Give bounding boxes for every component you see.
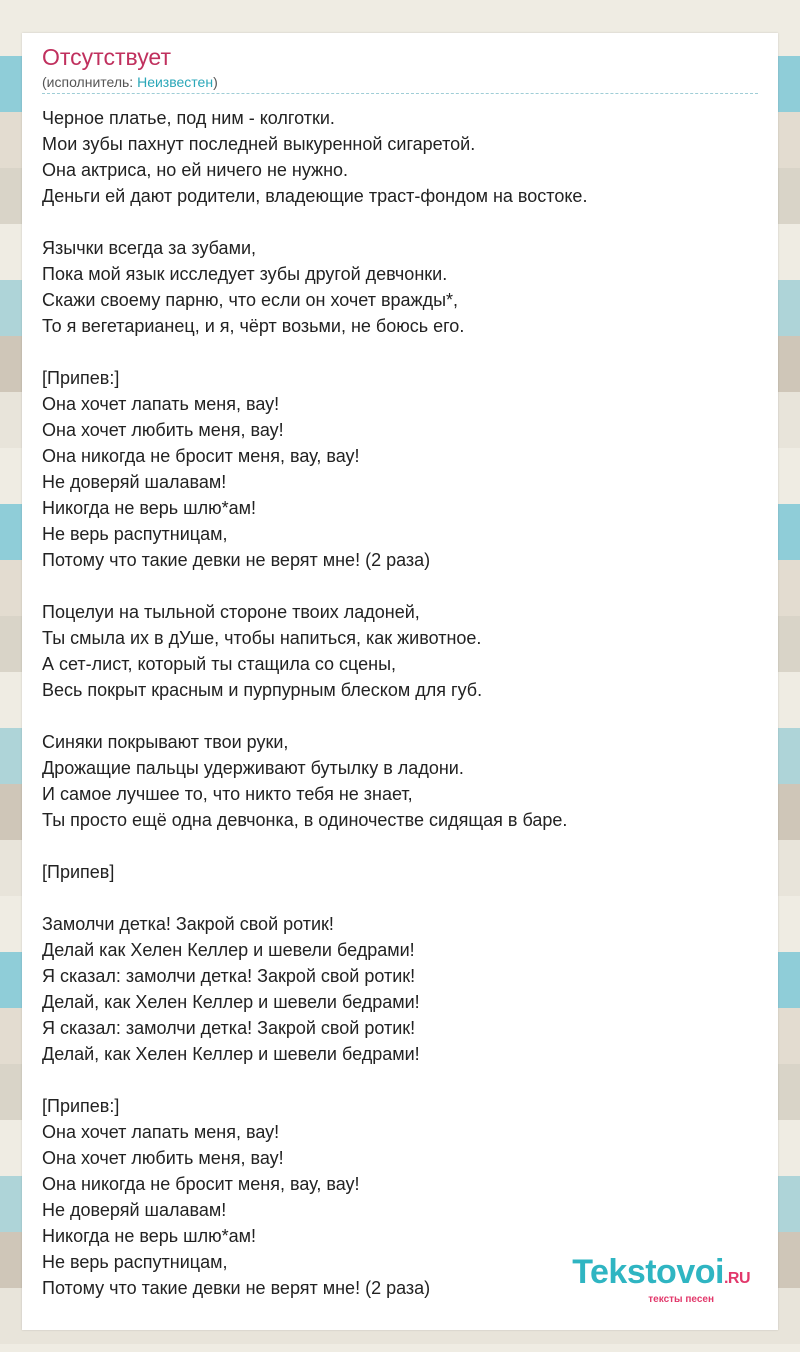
logo-name: Tekstovoi [572, 1253, 724, 1291]
stanza-gap [42, 339, 762, 365]
lyrics-card [22, 33, 778, 1330]
lyric-line: Черное платье, под ним - колготки. [42, 108, 335, 128]
artist-prefix: (исполнитель: [42, 74, 138, 90]
lyric-line: То я вегетарианец, и я, чёрт возьми, не боюсь его. [42, 316, 465, 336]
stanza-gap [42, 209, 762, 235]
lyric-line: Она хочет лапать меня, вау! [42, 1122, 280, 1142]
stanza-gap [42, 573, 762, 599]
logo-wordmark [572, 1255, 750, 1296]
lyric-line: Поцелуи на тыльной стороне твоих ладоней, [42, 602, 420, 622]
lyric-line: А сет-лист, который ты стащила со сцены, [42, 654, 397, 674]
artist-link[interactable]: Неизвестен [137, 74, 214, 90]
lyric-line: Замолчи детка! Закрой свой ротик! [42, 914, 334, 934]
lyric-line: Язычки всегда за зубами, [42, 238, 256, 258]
lyric-line: Делай, как Хелен Келлер и шевели бедрами! [42, 992, 420, 1012]
song-title: Отсутствует [42, 44, 171, 70]
lyric-line: Она хочет любить меня, вау! [42, 1148, 284, 1168]
lyric-line: [Припев:] [42, 368, 120, 388]
lyric-line: Пока мой язык исследует зубы другой девчонки. [42, 264, 448, 284]
logo-tld: .RU [723, 1270, 750, 1287]
lyric-line: [Припев] [42, 862, 115, 882]
stanza-gap [42, 703, 762, 729]
artist-line [42, 73, 218, 91]
lyric-line: Весь покрыт красным и пурпурным блеском для губ. [42, 680, 483, 700]
logo-tagline: тексты песен [648, 1294, 714, 1305]
lyric-line: Не доверяй шалавам! [42, 1200, 227, 1220]
stanza-gap [42, 885, 762, 911]
lyric-line: Не верь распутницам, [42, 1252, 228, 1272]
lyric-line: Потому что такие девки не верят мне! (2 раза) [42, 1278, 431, 1298]
lyric-line: Не доверяй шалавам! [42, 472, 227, 492]
lyric-line: Не верь распутницам, [42, 524, 228, 544]
lyric-line: Ты просто ещё одна девчонка, в одиночестве сидящая в баре. [42, 810, 568, 830]
lyrics-text [42, 105, 762, 1301]
lyric-line: Никогда не верь шлю*ам! [42, 1226, 256, 1246]
lyric-line: [Припев:] [42, 1096, 120, 1116]
lyric-line: Я сказал: замолчи детка! Закрой свой ротик! [42, 1018, 416, 1038]
lyric-line: Потому что такие девки не верят мне! (2 раза) [42, 550, 431, 570]
lyric-line: И самое лучшее то, что никто тебя не знает, [42, 784, 413, 804]
lyric-line: Скажи своему парню, что если он хочет вражды*, [42, 290, 459, 310]
lyric-line: Ты смыла их в дУше, чтобы напиться, как животное. [42, 628, 482, 648]
lyric-line: Я сказал: замолчи детка! Закрой свой ротик! [42, 966, 416, 986]
stanza-gap [42, 833, 762, 859]
lyric-line: Делай как Хелен Келлер и шевели бедрами! [42, 940, 415, 960]
lyric-line: Она никогда не бросит меня, вау, вау! [42, 446, 360, 466]
stanza-gap [42, 1067, 762, 1093]
lyric-line: Мои зубы пахнут последней выкуренной сигаретой. [42, 134, 476, 154]
lyric-line: Она актриса, но ей ничего не нужно. [42, 160, 349, 180]
title-divider [42, 93, 758, 94]
lyric-line: Она никогда не бросит меня, вау, вау! [42, 1174, 360, 1194]
artist-suffix: ) [213, 74, 218, 90]
lyric-line: Синяки покрывают твои руки, [42, 732, 289, 752]
lyric-line: Она хочет лапать меня, вау! [42, 394, 280, 414]
lyric-line: Делай, как Хелен Келлер и шевели бедрами! [42, 1044, 420, 1064]
lyric-line: Дрожащие пальцы удерживают бутылку в ладони. [42, 758, 464, 778]
site-logo[interactable] [572, 1255, 750, 1306]
lyric-line: Деньги ей дают родители, владеющие траст-фондом на востоке. [42, 186, 588, 206]
lyric-line: Она хочет любить меня, вау! [42, 420, 284, 440]
lyric-line: Никогда не верь шлю*ам! [42, 498, 256, 518]
